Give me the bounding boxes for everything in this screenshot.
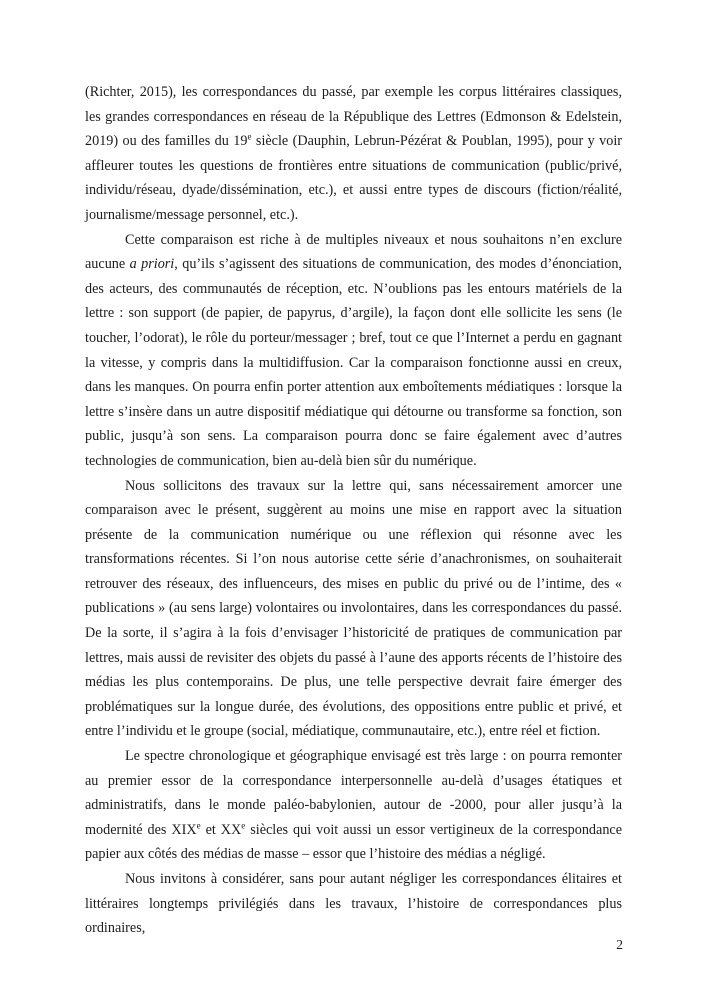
text-run: , qu’ils s’agissent des situations de communication, des modes d’énonciation, des acteurs, des communautés de réception, etc. N’oublions pas les entours matériels de la lettre : son support (de papier, de papyrus, d’argile), la façon dont elle sollicite les sens (le toucher, l’odorat), le rôle du porteur/messager ; bref, tout ce que l’Internet a perdu en gagnant la vitesse, y compris dans la multidiffusion. Car la comparaison fonctionne aussi en creux, dans les manques. On pourra enfin porter attention aux emboîtements médiatiques : lorsque la lettre s’insère dans un autre dispositif médiatique qui détourne ou transforme sa fonction, son public, jusqu’à son sens. La comparaison pourra donc se faire également avec d’autres technologies de communication, bien au-delà bien sûr du numérique. xyxy=(85,256,622,469)
text-run: et XX xyxy=(200,821,242,838)
italic-run: a priori xyxy=(129,256,175,273)
superscript-ordinal: e xyxy=(196,820,201,831)
text-run: siècles qui voit aussi un essor vertigineux de la correspondance papier aux côtés des médias de masse – essor que l’histoire des médias a négligé. xyxy=(85,821,623,863)
paragraph-4 xyxy=(85,744,622,867)
text-run: Le spectre chronologique et géographique envisagé est très large : on pourra remonter au premier essor de la correspondance interpersonnelle au-delà d’usages étatiques et administratifs, dans le monde paléo-babylonien, autour de -2000, pour aller jusqu’à la modernité des XIX xyxy=(85,748,622,838)
paragraph-5 xyxy=(85,867,622,941)
paragraph-2 xyxy=(85,228,622,474)
text-run: Nous sollicitons des travaux sur la lettre qui, sans nécessairement amorcer une comparaison avec le présent, suggèrent au moins une mise en rapport avec la situation présente de la communication numérique ou une réflexion qui résonne avec les transformations récentes. Si l’on nous autorise cette série d’anachronismes, on souhaiterait retrouver des réseaux, des influenceurs, des mises en public du privé ou de l’intime, des « publications » (au sens large) volontaires ou involontaires, dans les correspondances du passé. De la sorte, il s’agira à la fois d’envisager l’historicité de pratiques de communication par lettres, mais aussi de revisiter des objets du passé à l’aune des apports récents de l’histoire des médias les plus contemporains. De plus, une telle perspective devrait faire émerger des problématiques sur la longue durée, des évolutions, des oppositions entre public et privé, et entre l’individu et le groupe (social, médiatique, communautaire, etc.), entre réel et fiction. xyxy=(85,477,622,740)
paragraph-1 xyxy=(85,80,622,228)
text-run: (Richter, 2015), les correspondances du passé, par exemple les corpus littéraires classiques, les grandes correspondances en réseau de la République des Lettres (Edmonson & Edelstein, 2019) ou des familles du 19 xyxy=(85,84,622,150)
superscript-ordinal: e xyxy=(247,131,252,142)
paragraph-3 xyxy=(85,474,622,745)
text-run: Nous invitons à considérer, sans pour autant négliger les correspondances élitaires et littéraires longtemps privilégiés dans les travaux, l’histoire de correspondances plus ordinaires, xyxy=(85,871,622,937)
page-text xyxy=(85,80,622,941)
text-run: siècle (Dauphin, Lebrun-Pézérat & Poublan, 1995), pour y voir affleurer toutes les questions de frontières entre situations de communication (public/privé, individu/réseau, dyade/dissémination, etc.), et aussi entre types de discours (fiction/réalité, journalisme/message personnel, etc.). xyxy=(85,133,622,223)
text-run: Cette comparaison est riche à de multiples niveaux et nous souhaitons n’en exclure aucune xyxy=(85,231,622,273)
page-number: 2 xyxy=(616,937,623,952)
superscript-ordinal: e xyxy=(241,820,246,831)
